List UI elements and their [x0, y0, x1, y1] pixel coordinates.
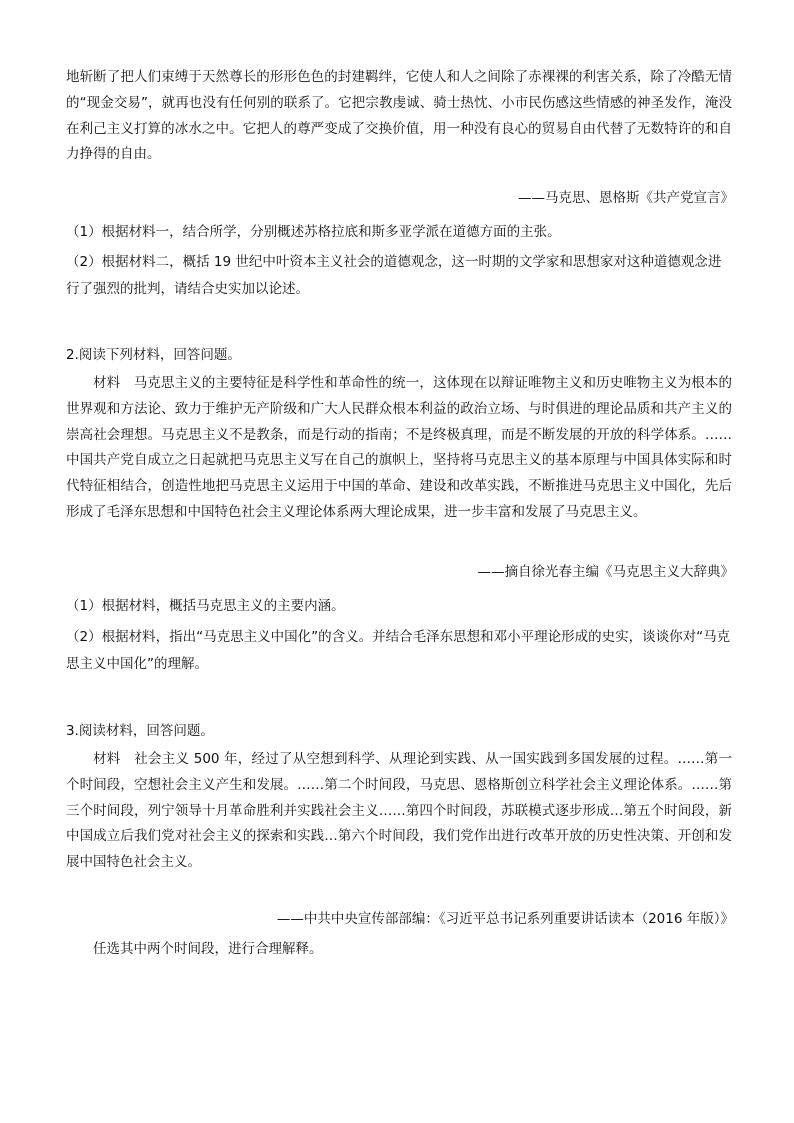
q1-material-continued: 地斩断了把人们束缚于天然尊长的形形色色的封建羁绊，它使人和人之间除了赤裸裸的利害关系，除了冷酷无情的“现金交易”，就再也没有任何别的联系了。它把宗教虔诚、骑士热忱、小市民伤感这些情感的神圣发作，淹没在利己主义打算的冰水之中。它把人的尊严变成了交换价值，用一种没有良心的贸易自由代替了无数特许的和自力挣得的自由。 [66, 69, 732, 163]
q3-question: 任选其中两个时间段，进行合理解释。 [93, 941, 323, 957]
q1-source: ——马克思、恩格斯《共产党宣言》 [518, 190, 734, 206]
q2-question-2: （2）根据材料，指出“马克思主义中国化”的含义。并结合毛泽东思想和邓小平理论形成的史实，谈谈你对“马克思主义中国化”的理解。 [66, 629, 731, 672]
q2-material: 材料 马克思主义的主要特征是科学性和革命性的统一，这体现在以辩证唯物主义和历史唯物主义为根本的世界观和方法论、致力于维护无产阶级和广大人民群众根本利益的政治立场、与时俱进的理论品质和共产主义的崇高社会理想。马克思主义不是教条，而是行动的指南；不是终极真理，而是不断发展的开放的科学体系。……中国共产党自成立之日起就把马克思主义写在自己的旗帜上，坚持将马克思主义的基本原理与中国具体实际和时代特征相结合，创造性地把马克思主义运用于中国的革命、建设和改革实践，不断推进马克思主义中国化，先后形成了毛泽东思想和中国特色社会主义理论体系两大理论成果，进一步丰富和发展了马克思主义。 [66, 375, 732, 520]
q3-material: 材料 社会主义 500 年，经过了从空想到科学、从理论到实践、从一国实践到多国发展的过程。……第一个时间段，空想社会主义产生和发展。……第二个时间段，马克思、恩格斯创立科学社会主义理论体系。……第三个时间段，列宁领导十月革命胜利并实践社会主义……第四个时间段，苏联模式逐步形成…第五个时间段，新中国成立后我们党对社会主义的探索和实践…第六个时间段，我们党作出进行改革开放的历史性决策、开创和发展中国特色社会主义。 [66, 751, 732, 871]
q3-heading: 3.阅读材料，回答问题。 [66, 723, 214, 739]
q2-question-1: （1）根据材料，概括马克思主义的主要内涵。 [66, 598, 345, 614]
q2-source: ——摘自徐光春主编《马克思主义大辞典》 [477, 564, 734, 580]
q3-source: ——中共中央宣传部部编：《习近平总书记系列重要讲话读本（2016 年版）》 [276, 911, 734, 927]
q2-heading: 2.阅读下列材料，回答问题。 [66, 347, 241, 363]
q1-question-1: （1）根据材料一，结合所学，分别概述苏格拉底和斯多亚学派在道德方面的主张。 [66, 224, 561, 240]
q1-question-2: （2）根据材料二，概括 19 世纪中叶资本主义社会的道德观念，这一时期的文学家和思想家对这种道德观念进行了强烈的批判，请结合史实加以论述。 [66, 254, 722, 297]
